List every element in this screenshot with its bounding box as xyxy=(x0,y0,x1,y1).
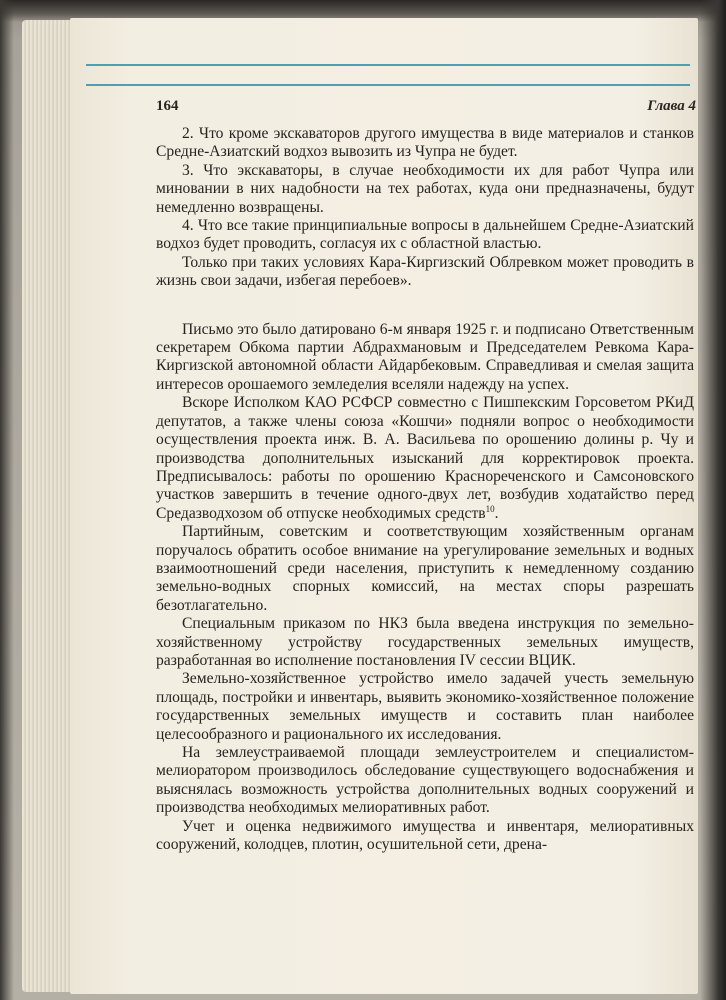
paragraph: Только при таких условиях Кара-Киргизский Облревком может проводить в жизнь свои задачи, избегая перебоев». xyxy=(156,253,694,290)
paragraph: 4. Что все такие принципиальные вопросы в дальнейшем Средне-Азиатский водхоз будет проводить, согласуя их с областной властью. xyxy=(156,217,694,253)
paragraph: Партийным, советским и соответствующим хозяйственным органам поручалось обратить особое внимание на урегулирование земельных и водных взаимоотношений среди населения, приступить к немедленному созданию земельно-водных спорных комиссий, на местах споры разрешать безотлагательно. xyxy=(156,523,694,614)
paragraph-text: Вскоре Исполком КАО РСФСР совместно с Пишпекским Горсоветом РКиД депутатов, а также члены союза «Кошчи» подняли вопрос о необходимости осуществления проекта инж. В. А. Васильева по орошению долины р. Чу и производства дополнительных изысканий для корректировок проекта. Предписывалось: работы по орошению Краснореченского и Самсоновского участков завершить в течение одного-двух лет, возбудив ходатайство перед Средазводхозом об отпуске необходимых средств xyxy=(156,394,694,522)
header-rule-top xyxy=(86,64,690,66)
paragraph: Вскоре Исполком КАО РСФСР совместно с Пишпекским Горсоветом РКиД депутатов, а также члены союза «Кошчи» подняли вопрос о необходимости осуществления проекта инж. В. А. Васильева по орошению долины р. Чу и производства дополнительных изысканий для корректировок проекта. Предписывалось: работы по орошению Краснореченского и Самсоновского участков завершить в течение одного-двух лет, возбудив ходатайство перед Средазводхозом об отпуске необходимых средств$^{10}$. xyxy=(156,394,694,522)
paragraph: На землеустраиваемой площади землеустроителем и специалистом-мелиоратором производилось обследование существующего водоснабжения и выяснялась возможность устройства дополнительных водных сооружений и производства необходимых мелиоративных работ. xyxy=(156,744,694,817)
page-number: 164 xyxy=(156,98,179,114)
paragraph: Специальным приказом по НКЗ была введена инструкция по земельно-хозяйственному устройству государственных земельных имуществ, разработанная во исполнение постановления IV сессии ВЦИК. xyxy=(156,615,694,669)
paragraph: Учет и оценка недвижимого имущества и инвентаря, мелиоративных сооружений, колодцев, плотин, осушительной сети, дрена- xyxy=(156,817,694,854)
photo-shadow-left xyxy=(0,0,14,1000)
photo-shadow-right xyxy=(700,0,726,1000)
page-body xyxy=(156,125,694,854)
chapter-label: Глава 4 xyxy=(647,98,696,114)
paragraph: 3. Что экскаваторы, в случае необходимости их для работ Чупра или миновании в них надобности на тех работах, куда они предназначены, будут немедленно возвращены. xyxy=(156,161,694,216)
footnote-reference: 10 xyxy=(485,503,495,514)
header-rule-bottom xyxy=(86,84,690,86)
paragraph: Письмо это было датировано 6-м января 1925 г. и подписано Ответственным секретарем Обкома партии Абдрахмановым и Председателем Ревкома Кара-Киргизской автономной области Айдарбековым. Справедливая и смелая защита интересов орошаемого земледелия вселяли надежду на успех. xyxy=(156,320,694,393)
paragraph: 2. Что кроме экскаваторов другого имущества в виде материалов и станков Средне-Азиатский водхоз вывозить из Чупра не будет. xyxy=(156,125,694,161)
paragraph: Земельно-хозяйственное устройство имело задачей учесть земельную площадь, постройки и инвентарь, выявить экономико-хозяйственное положение государственных земельных имуществ и составить план наиболее целесообразного и рационального их исследования. xyxy=(156,670,694,743)
